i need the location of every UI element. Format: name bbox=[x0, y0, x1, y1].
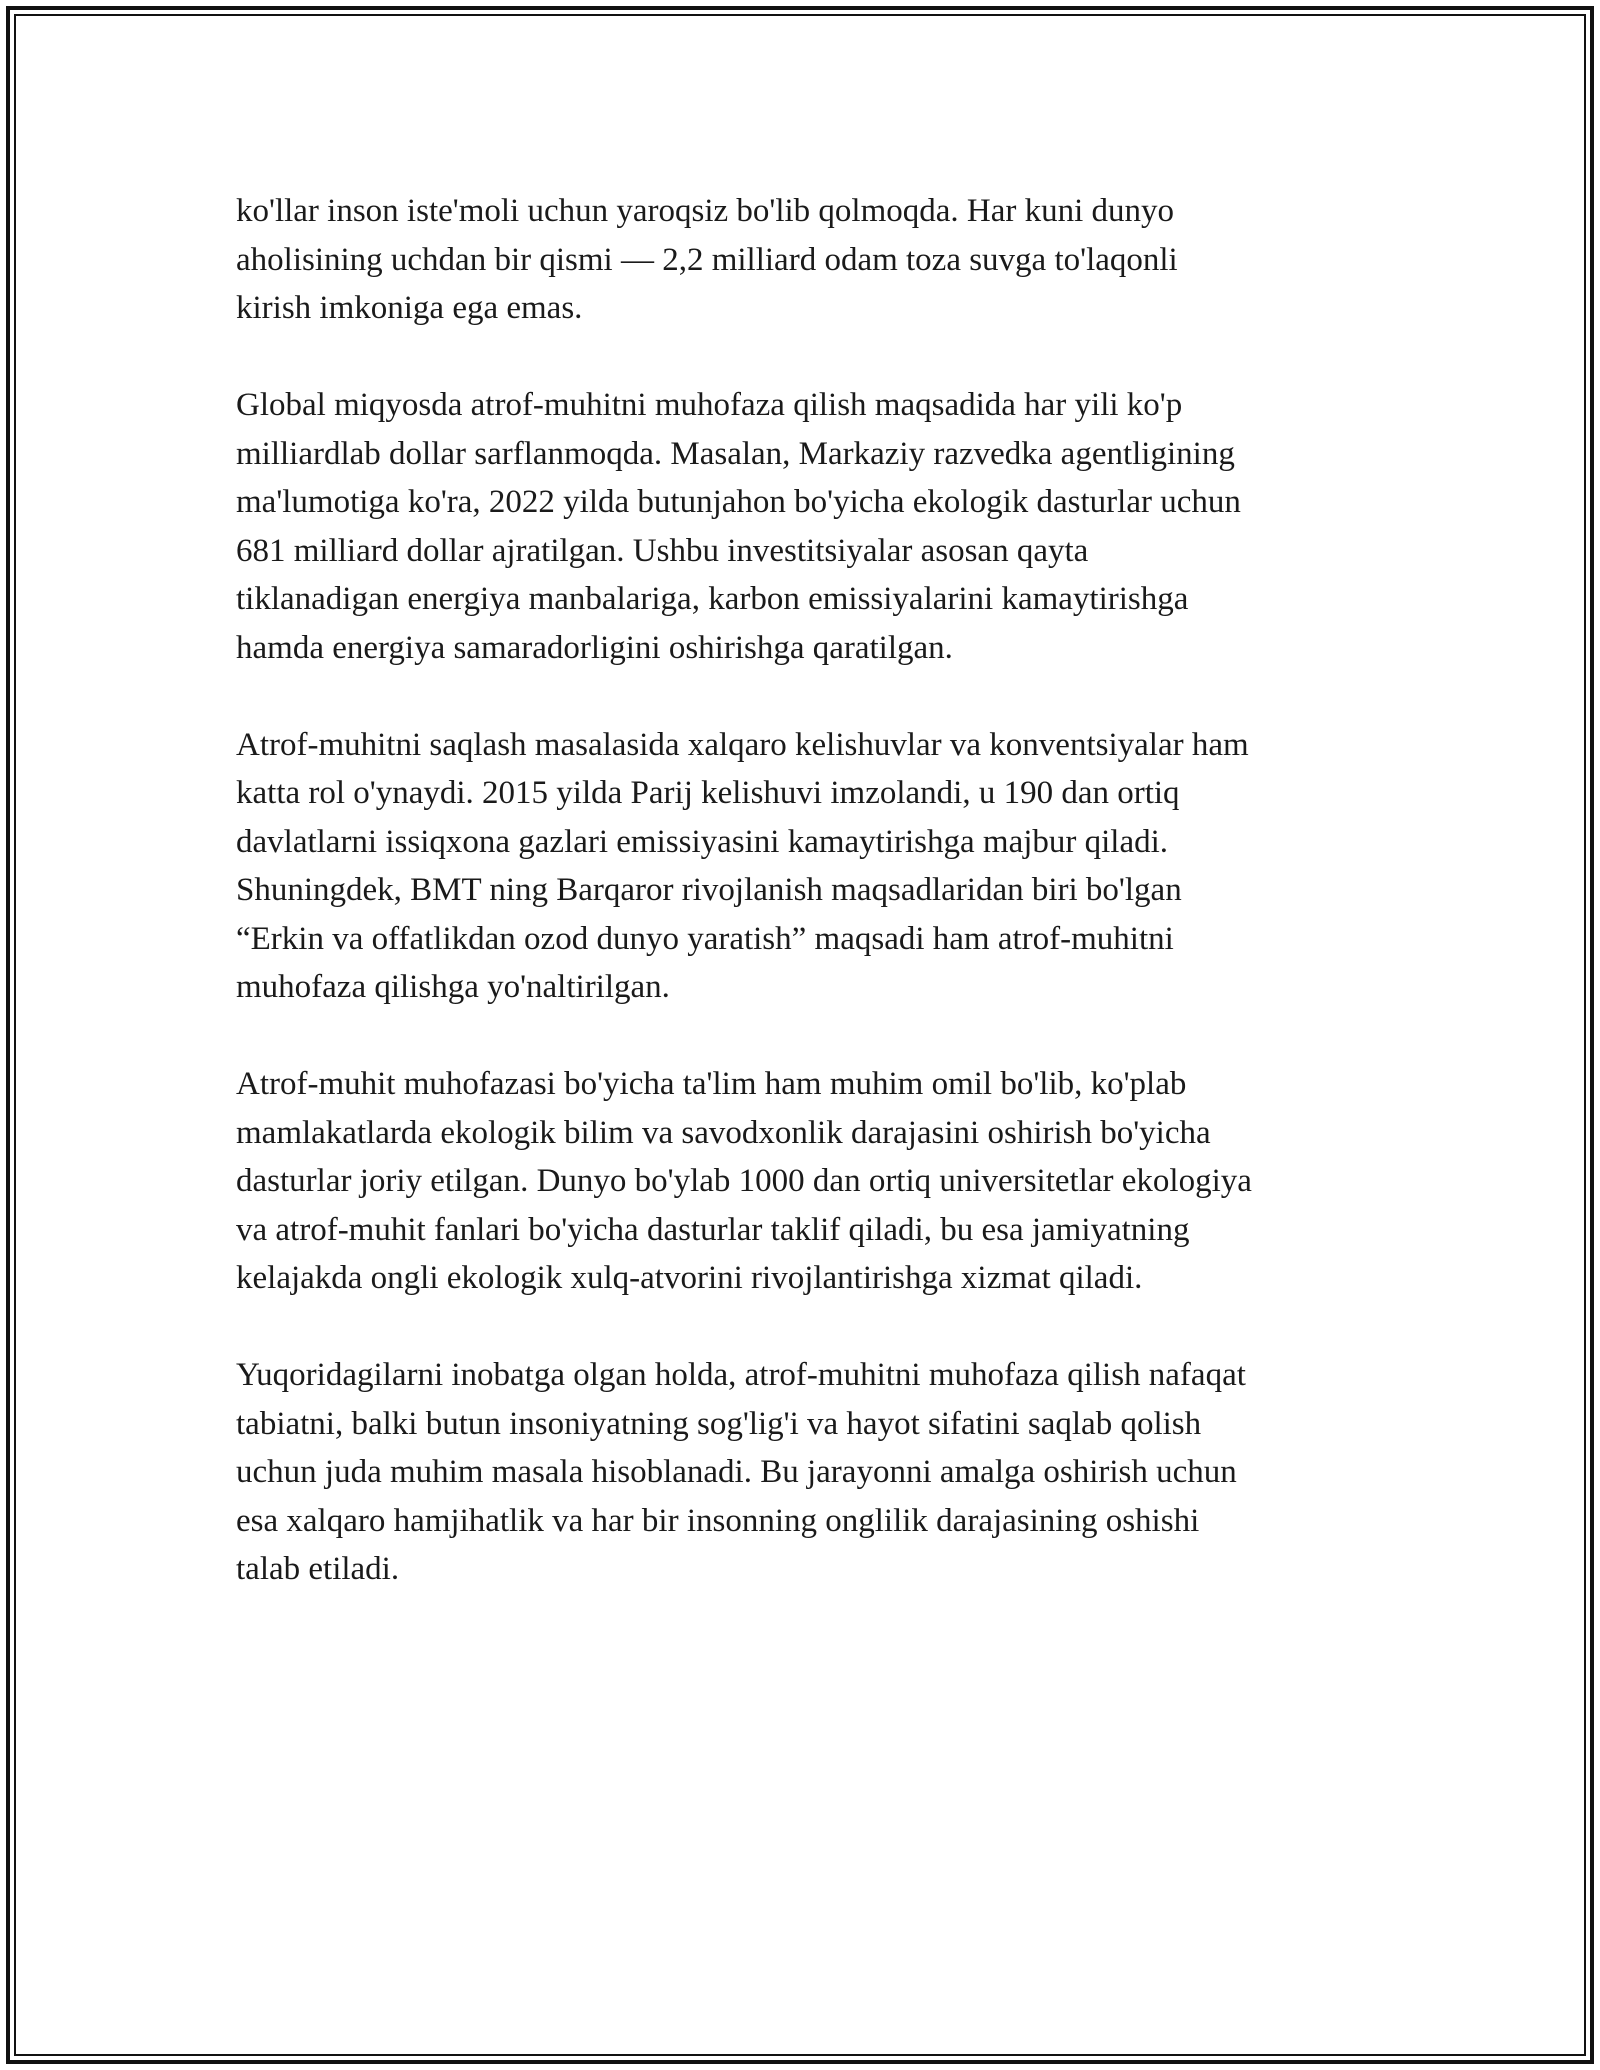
paragraph-5 bbox=[236, 1351, 1386, 1594]
text-line: talab etiladi. bbox=[236, 1551, 400, 1587]
text-line: tabiatni, balki butun insoniyatning sog'lig'i va hayot sifatini saqlab qolish bbox=[236, 1405, 1202, 1442]
text-line: 681 milliard dollar ajratilgan. Ushbu investitsiyalar asosan qayta bbox=[236, 532, 1089, 569]
text-line: Atrof-muhitni saqlash masalasida xalqaro kelishuvlar va konventsiyalar ham bbox=[236, 726, 1249, 763]
paragraph-3 bbox=[236, 721, 1386, 1012]
paragraph-4 bbox=[236, 1060, 1386, 1303]
text-line: muhofaza qilishga yo'naltirilgan. bbox=[236, 969, 670, 1005]
paragraph-1 bbox=[236, 187, 1386, 333]
text-line: Shuningdek, BMT ning Barqaror rivojlanish maqsadlaridan biri bo'lgan bbox=[236, 872, 1182, 908]
text-line: kirish imkoniga ega emas. bbox=[236, 290, 583, 326]
text-line: ko'llar inson iste'moli uchun yaroqsiz bo'lib qolmoqda. Har kuni dunyo bbox=[236, 193, 1175, 229]
text-line: tiklanadigan energiya manbalariga, karbon emissiyalarini kamaytirishga bbox=[236, 581, 1189, 617]
text-line: Global miqyosda atrof-muhitni muhofaza qilish maqsadida har yili ko'p bbox=[236, 387, 1183, 423]
text-line: “Erkin va offatlikdan ozod dunyo yaratish” maqsadi ham atrof-muhitni bbox=[236, 920, 1174, 957]
text-line: kelajakda ongli ekologik xulq-atvorini rivojlantirishga xizmat qiladi. bbox=[236, 1260, 1143, 1296]
text-line: ma'lumotiga ko'ra, 2022 yilda butunjahon bo'yicha ekologik dasturlar uchun bbox=[236, 484, 1241, 520]
paragraph-2 bbox=[236, 381, 1386, 672]
text-line: Yuqoridagilarni inobatga olgan holda, atrof-muhitni muhofaza qilish nafaqat bbox=[236, 1357, 1246, 1393]
text-line: mamlakatlarda ekologik bilim va savodxonlik darajasini oshirish bo'yicha bbox=[236, 1114, 1211, 1151]
text-line: uchun juda muhim masala hisoblanadi. Bu jarayonni amalga oshirish uchun bbox=[236, 1454, 1237, 1490]
text-line: katta rol o'ynaydi. 2015 yilda Parij kelishuvi imzolandi, u 190 dan ortiq bbox=[236, 775, 1180, 811]
text-line: hamda energiya samaradorligini oshirishga qaratilgan. bbox=[236, 629, 953, 666]
text-line: esa xalqaro hamjihatlik va har bir insonning onglilik darajasining oshishi bbox=[236, 1502, 1200, 1539]
text-line: Atrof-muhit muhofazasi bo'yicha ta'lim ham muhim omil bo'lib, ko'plab bbox=[236, 1066, 1187, 1102]
document-body bbox=[236, 187, 1386, 1642]
text-line: va atrof-muhit fanlari bo'yicha dasturlar taklif qiladi, bu esa jamiyatning bbox=[236, 1211, 1190, 1248]
text-line: aholisining uchdan bir qismi — 2,2 milliard odam toza suvga to'laqonli bbox=[236, 241, 1178, 278]
text-line: milliardlab dollar sarflanmoqda. Masalan, Markaziy razvedka agentligining bbox=[236, 435, 1235, 472]
text-line: dasturlar joriy etilgan. Dunyo bo'ylab 1000 dan ortiq universitetlar ekologiya bbox=[236, 1163, 1252, 1199]
text-line: davlatlarni issiqxona gazlari emissiyasini kamaytirishga majbur qiladi. bbox=[236, 823, 1169, 860]
